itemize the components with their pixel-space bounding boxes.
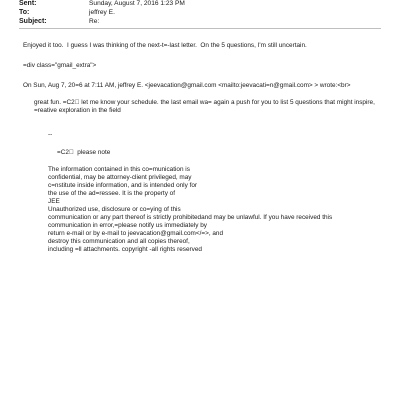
subject-value: Re: [89, 18, 100, 25]
to-row [19, 9, 379, 18]
to-value: jeffrey E. [89, 9, 115, 16]
disclaimer-line: including =ll attachments. copyright -all rights reserved [48, 246, 202, 253]
disclaimer-line: return e-mail or by e-mail to jeevacation@gmail.com</=>, and [48, 230, 224, 237]
header-divider [19, 28, 381, 29]
sent-label: Sent: [19, 0, 37, 7]
subject-row [19, 18, 379, 27]
quoted-attribution: On Sun, Aug 7, 20=6 at 7:11 AM, jeffrey E. <jeevacation@gmail.com <mailto:jeevacati=n@gmail.com> > wrote:<br> [23, 82, 351, 89]
subject-label: Subject: [19, 18, 47, 25]
please-note-line: =C2  please note [57, 149, 111, 156]
disclaimer-line: c=nstitute inside information, and is intended only for [48, 182, 198, 189]
sent-row [19, 0, 379, 9]
email-header [19, 0, 379, 27]
signature-separator: -- [48, 131, 53, 138]
disclaimer-line: JEE [48, 198, 60, 205]
disclaimer-line: destroy this communication and all copies thereof, [48, 238, 190, 245]
disclaimer-line: communication in error,=please notify us immediately by [48, 222, 207, 229]
disclaimer-line: the use of the ad=ressee. It is the property of [48, 190, 176, 197]
to-label: To: [19, 9, 30, 16]
html-fragment-line: =div class="gmail_extra"> [23, 62, 97, 69]
disclaimer-line: confidential, may be attorney-client privileged, may [48, 174, 192, 181]
reply-text: Enjoyed it too. I guess I was thinking of the next-t=-last letter. On the 5 questions, I'm still uncertain. [23, 42, 307, 49]
quoted-message: great fun. =C2  let me know your schedule. the last email wa= again a push for you to list 5 questions that might inspire, =reative exploration in the field [34, 99, 375, 114]
disclaimer-line: communication or any part thereof is strictly prohibitedand may be unlawful. If you have received this [48, 214, 333, 221]
sent-value: Sunday, August 7, 2016 1:23 PM [89, 0, 185, 7]
disclaimer-line: Unauthorized use, disclosure or co=ying of this [48, 206, 181, 213]
disclaimer-block [48, 166, 388, 254]
disclaimer-line: The information contained in this co=munication is [48, 166, 190, 173]
